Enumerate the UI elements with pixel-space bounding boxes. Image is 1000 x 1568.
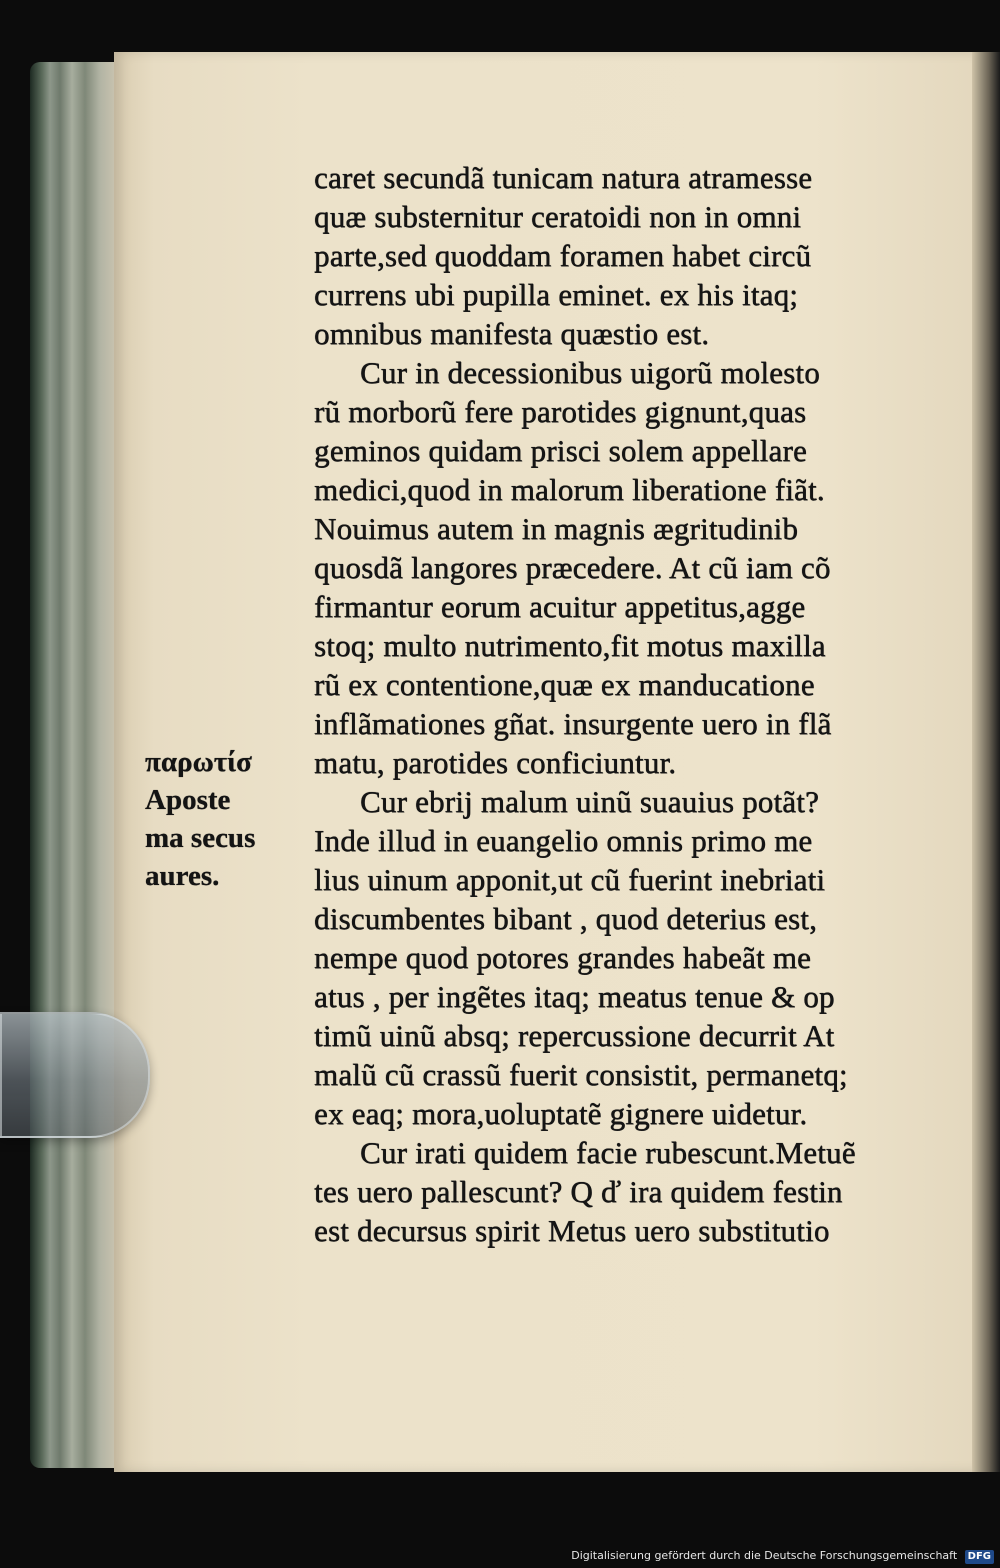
text-line: timũ uinũ absq; repercussione decurrit At: [314, 1018, 835, 1053]
text-line: Cur in decessionibus uigorũ molesto: [360, 355, 820, 390]
text-line: geminos quidam prisci solem appellare: [314, 433, 807, 468]
page-clip: [0, 1012, 150, 1138]
margin-note: [145, 743, 285, 895]
text-line: quæ substernitur ceratoidi non in omni: [314, 199, 802, 234]
text-line: inflãmationes gñat. insurgente uero in flã: [314, 706, 832, 741]
text-line: rũ ex contentione,quæ ex manducatione: [314, 667, 815, 702]
text-line: atus , per ingẽtes itaq; meatus tenue & op: [314, 979, 835, 1014]
text-line: lius uinum apponit,ut cũ fuerint inebriati: [314, 862, 826, 897]
text-line: medici,quod in malorum liberatione fiãt.: [314, 472, 825, 507]
text-line: quosdã langores præcedere. At cũ iam cõ: [314, 550, 831, 585]
text-line: Nouimus autem in magnis ægritudinib: [314, 511, 799, 546]
text-line: caret secundã tunicam natura atramesse: [314, 160, 813, 195]
footer-credit-text: Digitalisierung gefördert durch die Deutsche Forschungsgemeinschaft: [571, 1549, 958, 1562]
margin-note-line: ma secus: [145, 822, 256, 854]
margin-note-line: Aposte: [145, 784, 231, 816]
text-line: rũ morborũ fere parotides gignunt,quas: [314, 394, 807, 429]
page-gutter: [972, 52, 1000, 1472]
text-line: nempe quod potores grandes habeãt me: [314, 940, 812, 975]
text-line: ex eaq; mora,uoluptatẽ gignere uidetur.: [314, 1096, 808, 1131]
text-line: Inde illud in euangelio omnis primo me: [314, 823, 813, 858]
margin-note-line: aures.: [145, 860, 220, 892]
text-line: matu, parotides conficiuntur.: [314, 745, 677, 780]
text-line: est decursus spirit Metus uero substitutio: [314, 1213, 830, 1248]
main-text-block: [300, 158, 950, 1250]
text-line: parte,sed quoddam foramen habet circũ: [314, 238, 812, 273]
margin-note-line: παρωτίσ: [145, 746, 252, 778]
text-line: Cur ebrij malum uinũ suauius potãt?: [360, 784, 820, 819]
text-line: discumbentes bibant , quod deterius est,: [314, 901, 818, 936]
text-line: tes uero pallescunt? Q ď ira quidem festin: [314, 1174, 843, 1209]
text-line: omnibus manifesta quæstio est.: [314, 316, 710, 351]
text-line: malũ cũ crassũ fuerit consistit, permanetq;: [314, 1057, 848, 1092]
dfg-logo: DFG: [965, 1550, 994, 1564]
text-line: firmantur eorum acuitur appetitus,agge: [314, 589, 806, 624]
text-line: currens ubi pupilla eminet. ex his itaq;: [314, 277, 799, 312]
text-line: Cur irati quidem facie rubescunt.Metuẽ: [360, 1135, 856, 1170]
text-line: stoq; multo nutrimento,fit motus maxilla: [314, 628, 826, 663]
footer-credit: [571, 1546, 994, 1566]
